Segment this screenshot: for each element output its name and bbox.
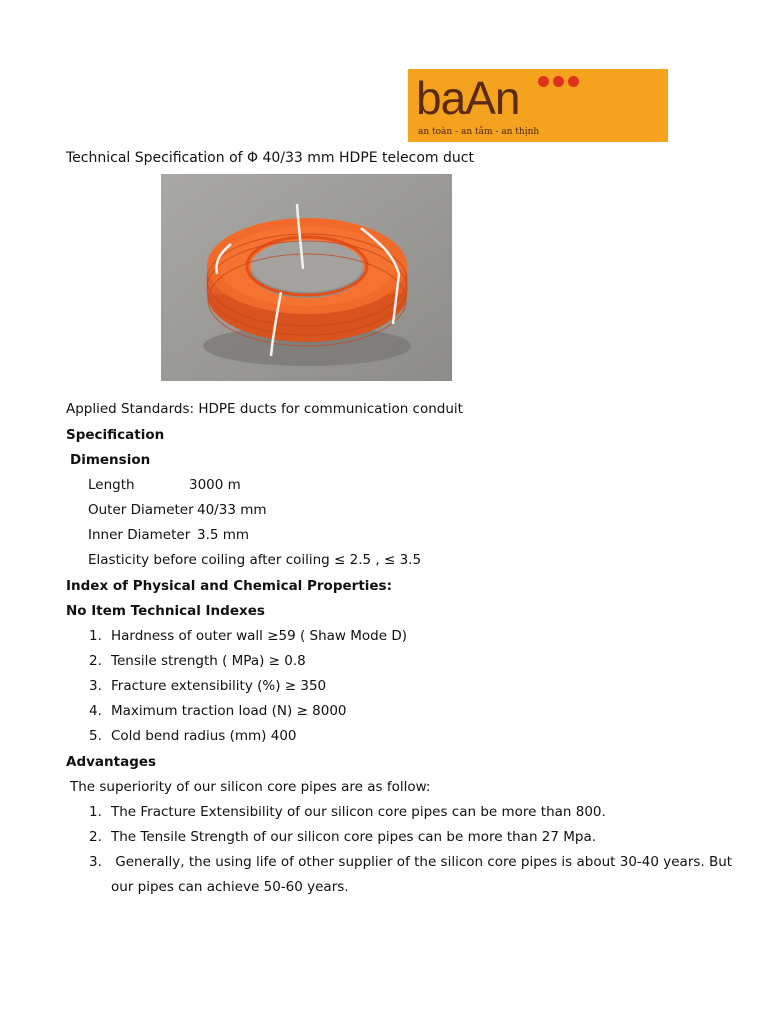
list-item <box>89 728 297 744</box>
duct-coil-photo <box>161 174 452 381</box>
dimension-value: 3000 m <box>189 477 241 493</box>
list-text: Maximum traction load (N) ≥ 8000 <box>111 703 347 719</box>
company-logo <box>408 69 668 142</box>
index-heading: Index of Physical and Chemical Properties: <box>66 578 392 594</box>
dimension-label: Inner Diameter <box>88 527 191 543</box>
list-text: Cold bend radius (mm) 400 <box>111 728 297 744</box>
list-number: 3. <box>89 678 102 694</box>
dimension-row <box>88 477 241 493</box>
document-title: Technical Specification of Φ 40/33 mm HDPE telecom duct <box>66 150 474 166</box>
list-number: 2. <box>89 653 102 669</box>
list-number: 1. <box>89 628 102 644</box>
list-text: The Fracture Extensibility of our silicon core pipes can be more than 800. <box>111 804 606 820</box>
elasticity-line: Elasticity before coiling after coiling ≤ 2.5 , ≤ 3.5 <box>88 552 422 568</box>
list-text: The Tensile Strength of our silicon core pipes can be more than 27 Mpa. <box>111 829 597 845</box>
dimension-row <box>88 502 267 518</box>
list-text: Hardness of outer wall ≥59 ( Shaw Mode D) <box>111 628 407 644</box>
list-item <box>89 804 606 820</box>
list-item <box>89 854 732 870</box>
logo-tagline: an toàn - an tâm - an thịnh <box>418 127 540 137</box>
list-number: 3. <box>89 854 102 870</box>
list-item <box>89 628 407 644</box>
list-text: Fracture extensibility (%) ≥ 350 <box>111 678 327 694</box>
advantages-heading: Advantages <box>66 754 157 770</box>
dimension-value: 3.5 mm <box>197 527 250 543</box>
list-text: Tensile strength ( MPa) ≥ 0.8 <box>111 653 306 669</box>
list-item <box>89 678 326 694</box>
list-number: 5. <box>89 728 102 744</box>
list-text: Generally, the using life of other supplier of the silicon core pipes is about 30-40 years. But <box>111 854 733 870</box>
list-item <box>89 829 596 845</box>
list-number: 1. <box>89 804 102 820</box>
no-item-heading: No Item Technical Indexes <box>66 603 265 619</box>
logo-wordmark: baAn <box>416 72 520 124</box>
list-item-continuation: our pipes can achieve 50-60 years. <box>111 879 349 895</box>
logo-dot-icon <box>568 76 579 87</box>
logo-dot-icon <box>553 76 564 87</box>
specification-heading: Specification <box>66 427 165 443</box>
list-item <box>89 703 347 719</box>
dimension-heading: Dimension <box>70 452 151 468</box>
dimension-label: Length <box>88 477 135 493</box>
dimension-row <box>88 527 249 543</box>
logo-dot-icon <box>538 76 549 87</box>
applied-standards: Applied Standards: HDPE ducts for communication conduit <box>66 401 463 417</box>
list-item <box>89 653 306 669</box>
dimension-value: 40/33 mm <box>197 502 267 518</box>
list-number: 4. <box>89 703 102 719</box>
superiority-intro: The superiority of our silicon core pipes are as follow: <box>70 779 431 795</box>
dimension-label: Outer Diameter <box>88 502 194 518</box>
list-number: 2. <box>89 829 102 845</box>
